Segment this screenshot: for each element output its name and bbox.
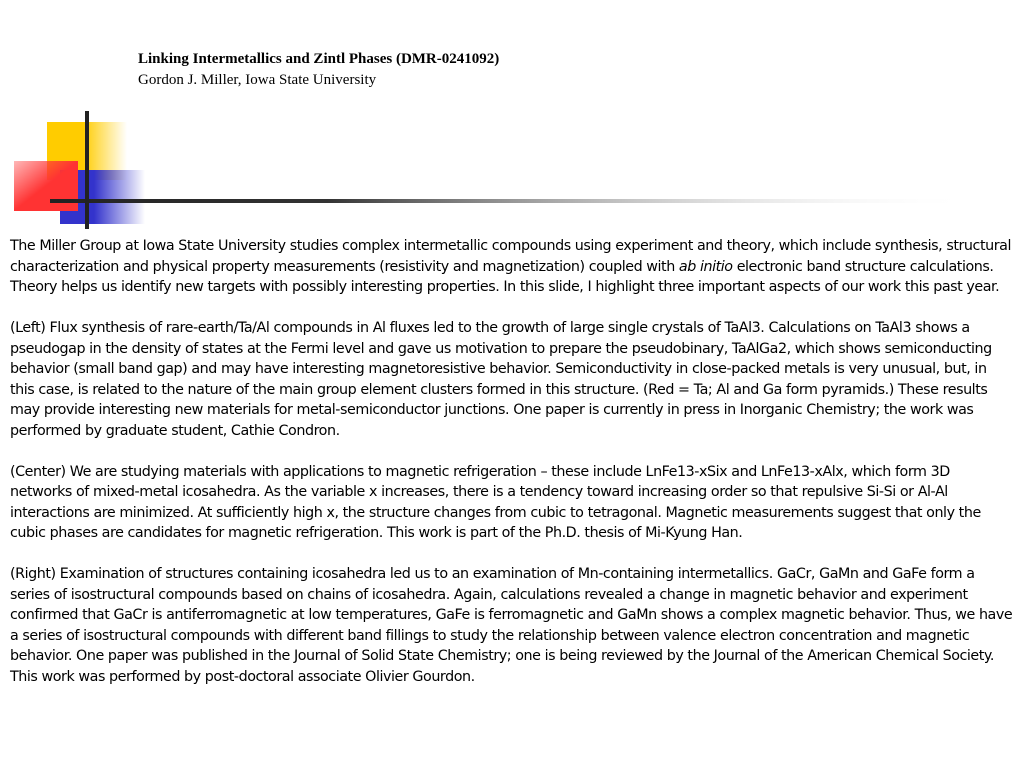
paragraph-left: (Left) Flux synthesis of rare-earth/Ta/Al compounds in Al fluxes led to the growth of large single crystals of TaAl3. Calculations on TaAl3 shows a pseudogap in the density of states at the Fermi level and gave us motivation to prepare the pseudobinary, TaAlGa2, which shows semiconducting behavior (small band gap) and may have interesting magnetoresistive behavior. Semiconductivity in close-packed metals is very unusual, but, in this case, is related to the nature of the main group element clusters formed in this structure. (Red = Ta; Al and Ga form pyramids.) These results may provide interesting new materials for metal-semiconductor junctions. One paper is currently in press in Inorganic Chemistry; the work was performed by graduate student, Cathie Condron. xyxy=(10,320,992,439)
slide-title: Linking Intermetallics and Zintl Phases (DMR-0241092) xyxy=(138,51,500,67)
body-text xyxy=(10,236,1014,708)
slide-author: Gordon J. Miller, Iowa State University xyxy=(138,72,377,88)
red-square xyxy=(14,161,78,211)
paragraph-center: (Center) We are studying materials with applications to magnetic refrigeration – these include LnFe13-xSix and LnFe13-xAlx, which form 3D networks of mixed-metal icosahedra. As the variable x increases, there is a tendency toward increasing order so that repulsive Si-Si or Al-Al interactions are minimized. At sufficiently high x, the structure changes from cubic to tetragonal. Magnetic measurements suggest that only the cubic phases are candidates for magnetic refrigeration. This work is part of the Ph.D. thesis of Mi-Kyung Han. xyxy=(10,463,981,541)
horizontal-rule xyxy=(50,199,974,203)
paragraph-intro xyxy=(10,236,1014,298)
intro-italic: ab initio xyxy=(678,258,733,275)
paragraph-right: (Right) Examination of structures containing icosahedra led us to an examination of Mn-containing intermetallics. GaCr, GaMn and GaFe form a series of isostructural compounds based on chains of icosahedra. Again, calculations revealed a change in magnetic behavior and experiment confirmed that GaCr is antiferromagnetic at low temperatures, GaFe is ferromagnetic and GaMn shows a complex magnetic behavior. Thus, we have a series of isostructural compounds with different band fillings to study the relationship between valence electron concentration and magnetic behavior. One paper was published in the Journal of Solid State Chemistry; one is being reviewed by the Journal of the American Chemical Society. This work was performed by post-doctoral associate Olivier Gourdon. xyxy=(10,566,1013,685)
intro-text-b: electronic band structure calculations. Theory helps us identify new targets with possibly interesting properties. In this slide, I highlight three important aspects of our work this past year. xyxy=(10,258,1000,295)
intro-text-a: The Miller Group at Iowa State University studies complex intermetallic compounds using experiment and theory, which include synthesis, structural characterization and physical property measurements (resistivity and magnetization) coupled with xyxy=(10,238,1011,275)
decorative-graphic xyxy=(0,0,1024,240)
vertical-rule xyxy=(85,111,89,229)
